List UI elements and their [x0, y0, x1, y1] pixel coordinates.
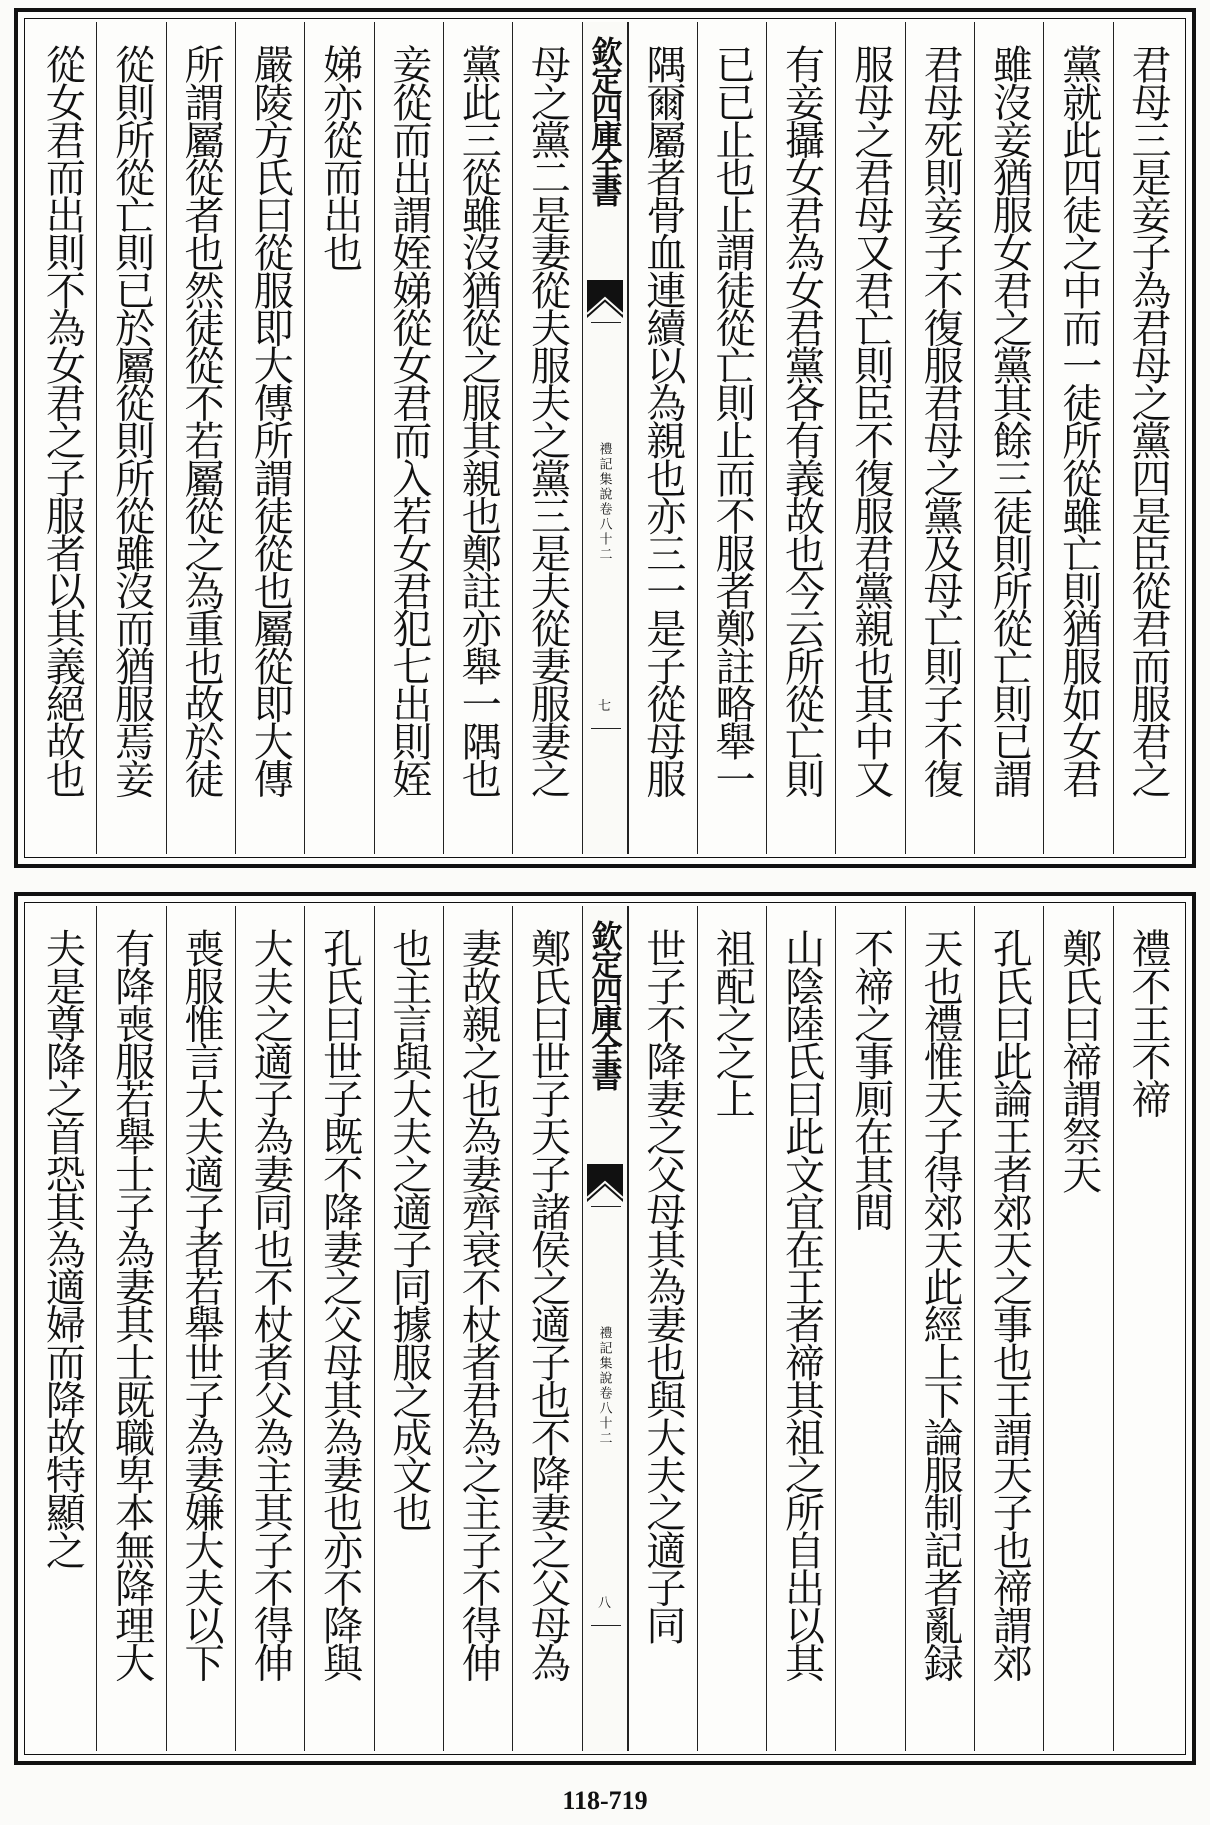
text-column: 母之黨二是妻從夫服夫之黨三是夫從妻服妻之 [512, 22, 581, 854]
text-column: 君母死則妾子不復服君母之黨及母亡則子不復 [905, 22, 974, 854]
text-column: 已已止也止謂徒從亡則止而不服者鄭註略舉一 [697, 22, 766, 854]
center-strip [582, 906, 628, 1751]
text-column: 有妾攝女君為女君黨各有義故也今云所從亡則 [766, 22, 835, 854]
text-column: 夫是尊降之首恐其為適婦而降故特顯之 [39, 928, 86, 1568]
text-column: 世子不降妻之父母其為妻也與大夫之適子同 [628, 906, 697, 1751]
banner-title: 欽定四庫全書 [585, 920, 622, 1088]
divider [591, 1206, 621, 1207]
book-title-volume [583, 1326, 627, 1446]
leaf-number: 七 [597, 699, 611, 714]
book-title-volume [583, 442, 627, 562]
text-column: 不禘之事厠在其間 [835, 906, 904, 1751]
text-column: 禮不王不禘 [1113, 906, 1182, 1751]
text-column: 也主言與大夫之適子同據服之成文也 [374, 906, 443, 1751]
book-title: 禮記集說 [596, 1326, 612, 1386]
text-column: 黨此三從雖沒猶從之服其親也鄭註亦舉一隅也 [443, 22, 512, 854]
banner-title: 欽定四庫全書 [585, 36, 622, 204]
text-column: 君母三是妾子為君母之黨四是臣從君而服君之 [1113, 22, 1182, 854]
volume-label: 卷八十二 [596, 1386, 612, 1446]
fish-tail-mark-icon [587, 280, 623, 318]
text-column: 喪服惟言大夫適子者若舉世子為妻嫌大夫以下 [166, 906, 235, 1751]
text-column: 鄭氏曰世子天子諸侯之適子也不降妻之父母為 [512, 906, 581, 1751]
text-column: 嚴陵方氏曰從服即大傳所謂徒從也屬從即大傳 [235, 22, 304, 854]
bottom-columns [28, 906, 1182, 1751]
divider [591, 1625, 621, 1626]
text-column: 從女君而出則不為女君之子服者以其義絕故也 [39, 44, 86, 797]
text-column: 山陰陸氏曰此文宜在王者禘其祖之所自出以其 [766, 906, 835, 1751]
book-title: 禮記集說 [596, 442, 612, 502]
text-column: 黨就此四徒之中而一徒所從雖亡則猶服如女君 [1043, 22, 1112, 854]
volume-label: 卷八十二 [596, 502, 612, 562]
text-column: 娣亦從而出也 [304, 22, 373, 854]
text-column: 從則所從亡則已於屬從則所從雖沒而猶服焉妾 [96, 22, 165, 854]
text-column: 鄭氏曰禘謂祭天 [1043, 906, 1112, 1751]
text-column: 妾從而出謂姪娣從女君而入若女君犯七出則姪 [374, 22, 443, 854]
center-strip [582, 22, 628, 854]
text-column: 服母之君母又君亡則臣不復服君黨親也其中又 [835, 22, 904, 854]
top-columns [28, 22, 1182, 854]
text-column: 祖配之之上 [697, 906, 766, 1751]
fish-tail-mark-icon [587, 1164, 623, 1202]
text-column: 孔氏曰此論王者郊天之事也王謂天子也禘謂郊 [974, 906, 1043, 1751]
text-column: 妻故親之也為妻齊衰不杖者君為之主子不得伸 [443, 906, 512, 1751]
leaf-number: 八 [597, 1596, 611, 1611]
page-number: 118-719 [562, 1786, 648, 1815]
bottom-page [14, 892, 1196, 1765]
divider [591, 728, 621, 729]
text-column: 天也禮惟天子得郊天此經上下論服制記者亂録 [905, 906, 974, 1751]
text-column: 雖沒妾猶服女君之黨其餘三徒則所從亡則已謂 [974, 22, 1043, 854]
text-column: 孔氏曰世子既不降妻之父母其為妻也亦不降與 [304, 906, 373, 1751]
divider [591, 322, 621, 323]
text-column: 有降喪服若舉士子為妻其士既職卑本無降理大 [96, 906, 165, 1751]
top-page [14, 8, 1196, 868]
text-column: 所謂屬從者也然徒從不若屬從之為重也故於徒 [166, 22, 235, 854]
text-column: 大夫之適子為妻同也不杖者父為主其子不得伸 [235, 906, 304, 1751]
text-column: 隅爾屬者骨血連續以為親也亦三一是子從母服 [628, 22, 697, 854]
